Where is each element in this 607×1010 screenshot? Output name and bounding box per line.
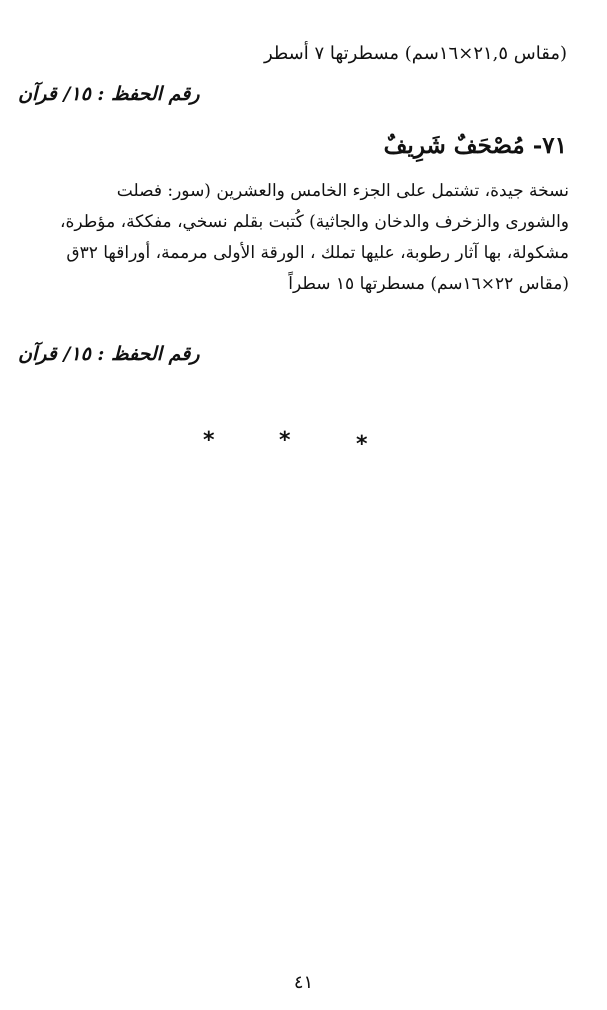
entry-description — [20, 176, 569, 300]
section-separator — [0, 428, 607, 458]
asterisk-icon: * — [203, 428, 215, 453]
asterisk-icon: * — [356, 432, 368, 457]
previous-entry-dimensions: (مقاس ٢١,٥×١٦سم) مسطرتها ٧ أسطر — [263, 43, 567, 64]
description-line: مشكولة، بها آثار رطوبة، عليها تملك ، الورقة الأولى مرممة، أوراقها ٣٢ق — [66, 243, 569, 263]
entry-title: ٧١- مُصْحَفٌ شَرِيفٌ — [383, 132, 567, 159]
shelf-mark-previous: رقم الحفظ : ١٥/ قرآن — [18, 83, 200, 105]
description-line: نسخة جيدة، تشتمل على الجزء الخامس والعشرين (سور: فصلت — [116, 181, 569, 201]
description-line: والشورى والزخرف والدخان والجاثية) كُتبت بقلم نسخي، مفككة، مؤطرة، — [59, 212, 569, 232]
shelf-mark-entry: رقم الحفظ : ١٥/ قرآن — [18, 343, 200, 365]
asterisk-icon: * — [279, 428, 291, 453]
description-line: (مقاس ٢٢×١٦سم) مسطرتها ١٥ سطراً — [288, 274, 569, 294]
page-number: ٤١ — [293, 972, 314, 993]
